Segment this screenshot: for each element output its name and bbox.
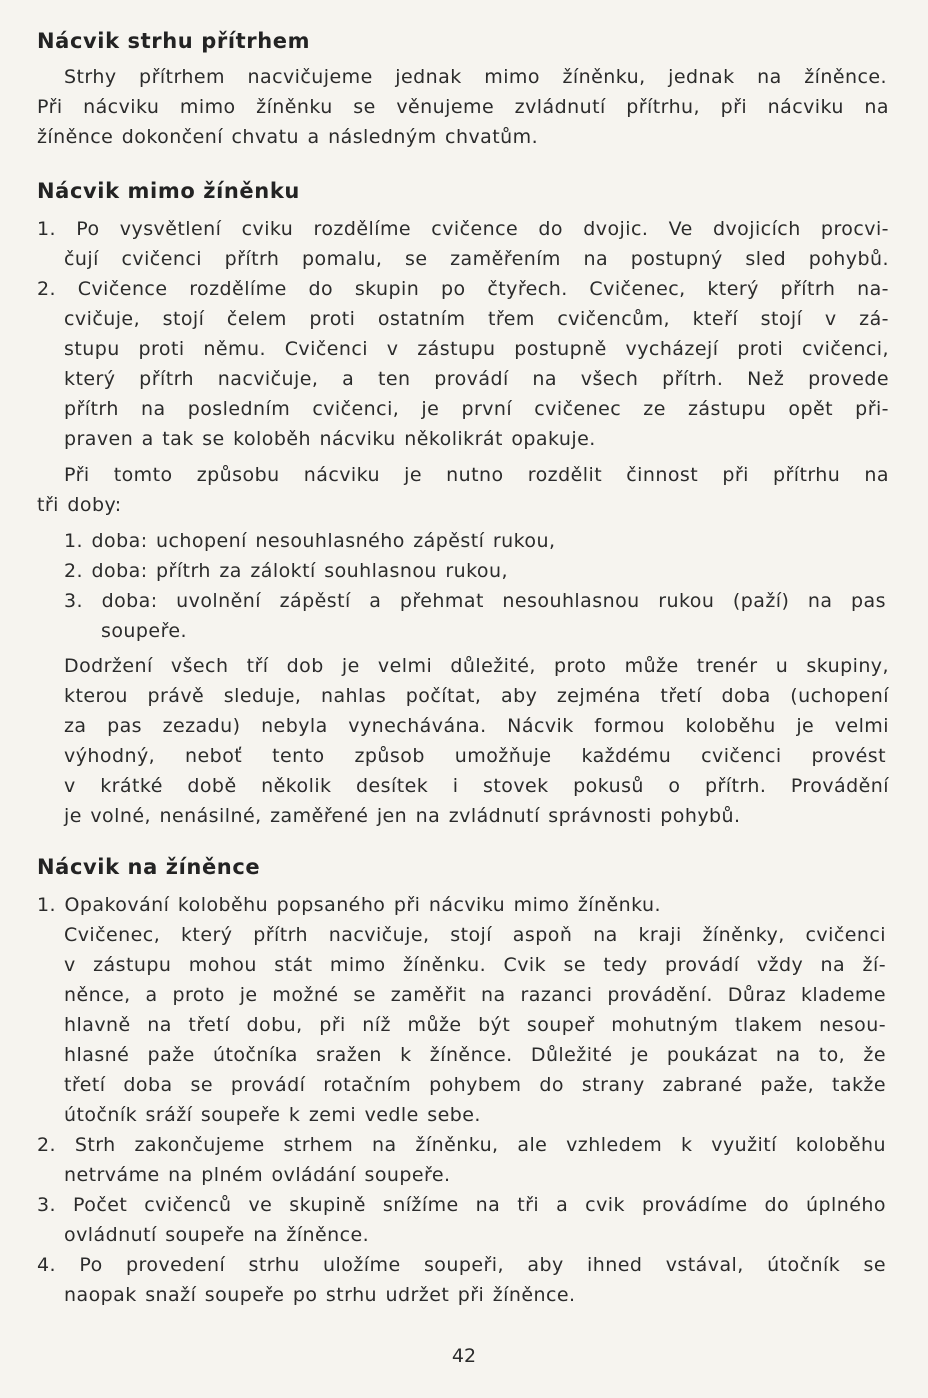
list-item-line: netrváme na plném ovládání soupeře. [64,1164,451,1186]
text-line: Při nácviku mimo žíněnku se věnujeme zvládnutí přítrhu, při nácviku na [37,96,889,118]
list-item-line: 3. Počet cvičenců ve skupině snížíme na tři a cvik provádíme do úplného [37,1194,886,1216]
text-line: žíněnce dokončení chvatu a následným chvatům. [37,126,539,148]
text-line: je volné, nenásilné, zaměřené jen na zvládnutí správnosti pohybů. [64,805,741,827]
list-item-line: naopak snaží soupeře po strhu udržet při žíněnce. [64,1284,576,1306]
page-number: 42 [451,1345,477,1367]
list-item-line: třetí doba se provádí rotačním pohybem do strany zabrané paže, takže [64,1074,886,1096]
text-line: za pas zezadu) nebyla vynechávána. Nácvik formou koloběhu je velmi [64,715,889,737]
list-item-line: 2. Strh zakončujeme strhem na žíněnku, ale vzhledem k využití koloběhu [37,1134,886,1156]
list-item-line: ovládnutí soupeře na žíněnce. [64,1224,370,1246]
text-line: Při tomto způsobu nácviku je nutno rozdělit činnost při přítrhu na [64,464,889,486]
list-item-line: stupu proti němu. Cvičenci v zástupu postupně vycházejí proti cvičenci, [64,338,889,360]
heading-nacvik-na-zinence: Nácvik na žíněnce [37,855,261,879]
text-line: v krátké době několik desítek i stovek pokusů o přítrh. Provádění [64,775,889,797]
list-item-line: 4. Po provedení strhu uložíme soupeři, aby ihned vstával, útočník se [37,1254,886,1276]
list-item-line: praven a tak se koloběh nácviku několikrát opakuje. [64,428,596,450]
doba-item: 3. doba: uvolnění zápěstí a přehmat nesouhlasnou rukou (paží) na pas [64,590,886,612]
list-item-line: útočník sráží soupeře k zemi vedle sebe. [64,1104,481,1126]
heading-nacvik-strhu-pritrhem: Nácvik strhu přítrhem [37,29,311,53]
list-item-line: cvičuje, stojí čelem proti ostatním třem cvičencům, kteří stojí v zá- [64,308,889,330]
text-line: tři doby: [37,494,122,516]
doba-item: soupeře. [101,620,188,642]
list-item-line: přítrh na posledním cvičenci, je první cvičenec ze zástupu opět při- [64,398,889,420]
text-line: Strhy přítrhem nacvičujeme jednak mimo žíněnku, jednak na žíněnce. [64,66,887,88]
list-item-line: 1. Po vysvětlení cviku rozdělíme cvičence do dvojic. Ve dvojicích procvi- [37,218,889,240]
text-line: Dodržení všech tří dob je velmi důležité, proto může trenér u skupiny, [64,655,889,677]
list-item-line: čují cvičenci přítrh pomalu, se zaměřením na postupný sled pohybů. [64,248,889,270]
doba-item: 1. doba: uchopení nesouhlasného zápěstí rukou, [64,530,556,552]
doba-item: 2. doba: přítrh za záloktí souhlasnou rukou, [64,560,508,582]
list-item-line: hlavně na třetí dobu, při níž může být soupeř mohutným tlakem nesou- [64,1014,886,1036]
text-line: kterou právě sleduje, nahlas počítat, aby zejména třetí doba (uchopení [64,685,889,707]
list-item-line: 1. Opakování koloběhu popsaného při nácviku mimo žíněnku. [37,894,661,916]
list-item-line: hlasné paže útočníka sražen k žíněnce. Důležité je poukázat na to, že [64,1044,886,1066]
list-item-line: něnce, a proto je možné se zaměřit na razanci provádění. Důraz klademe [64,984,886,1006]
text-line: výhodný, neboť tento způsob umožňuje každému cvičenci provést [64,745,886,767]
list-item-line: 2. Cvičence rozdělíme do skupin po čtyřech. Cvičenec, který přítrh na- [37,278,889,300]
list-item-line: v zástupu mohou stát mimo žíněnku. Cvik se tedy provádí vždy na ží- [64,954,886,976]
heading-nacvik-mimo-zinenku: Nácvik mimo žíněnku [37,179,300,203]
list-item-line: který přítrh nacvičuje, a ten provádí na všech přítrh. Než provede [64,368,889,390]
list-item-line: Cvičenec, který přítrh nacvičuje, stojí aspoň na kraji žíněnky, cvičenci [64,924,886,946]
